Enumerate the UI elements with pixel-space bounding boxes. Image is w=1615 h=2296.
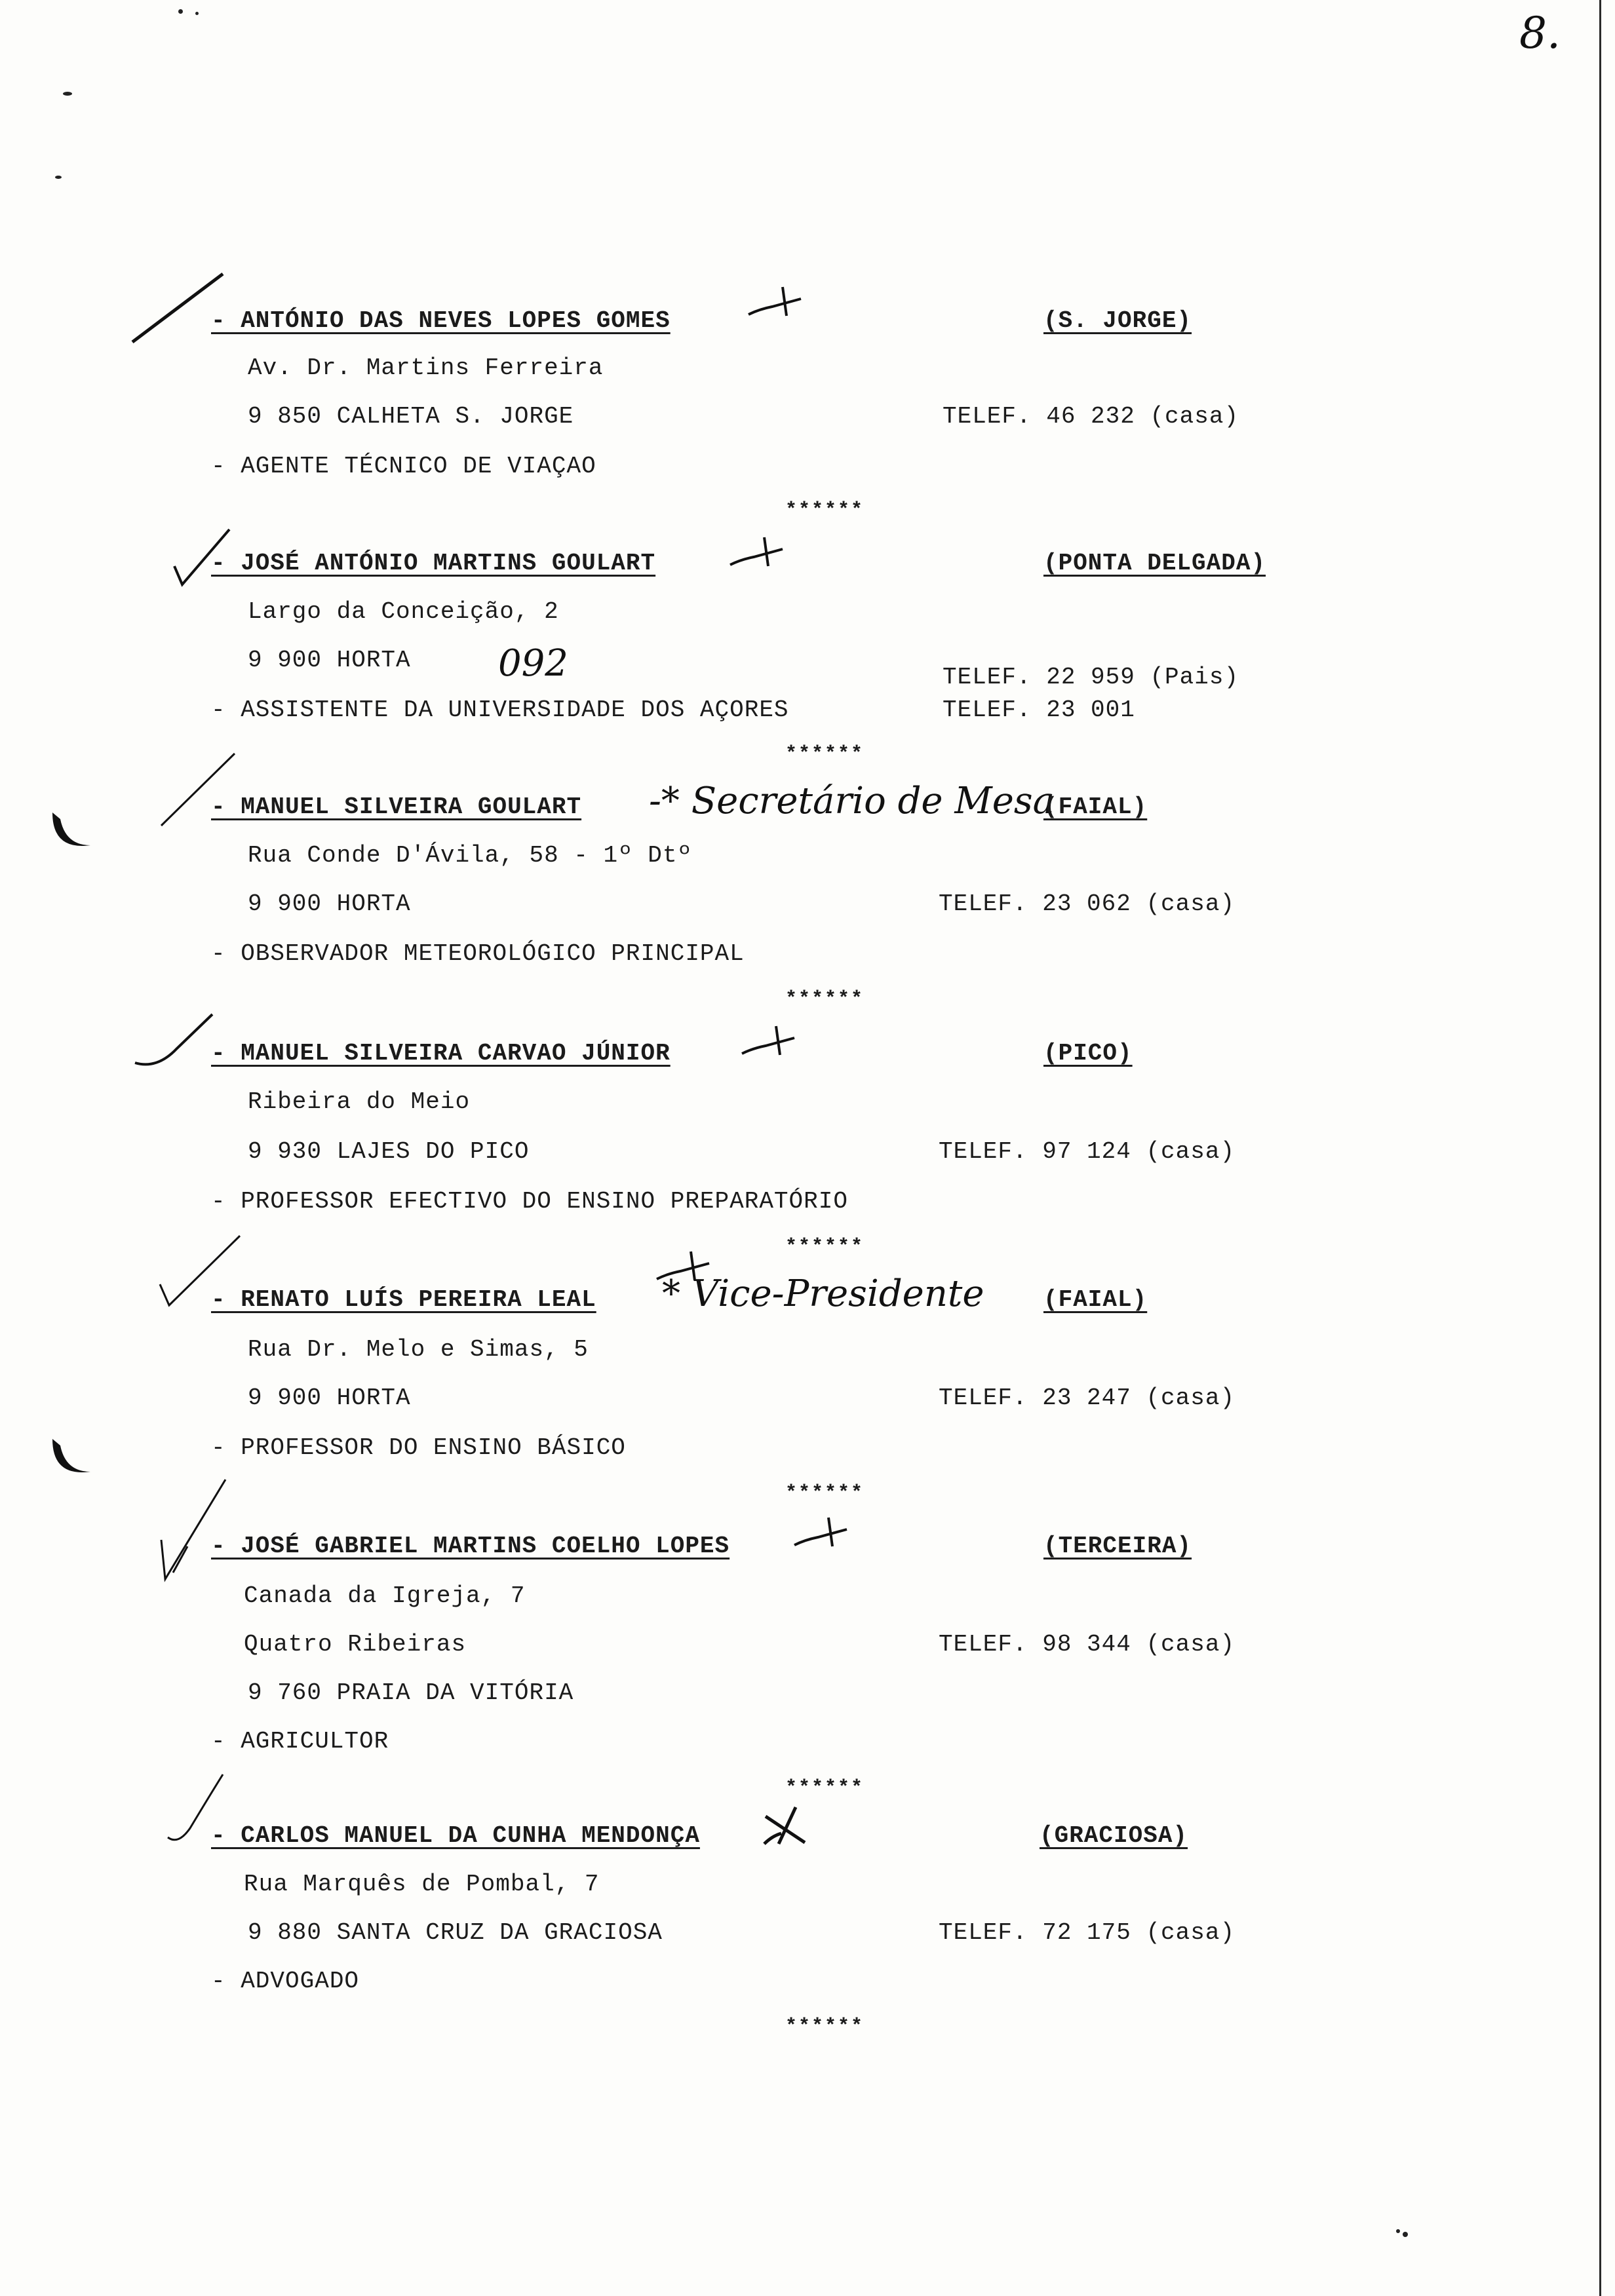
scan-speck (1396, 2229, 1400, 2233)
separator: ****** (785, 988, 865, 1010)
island-region: (GRACIOSA) (1040, 1822, 1188, 1849)
member-name: - ANTÓNIO DAS NEVES LOPES GOMES (211, 307, 671, 334)
separator: ****** (785, 743, 865, 765)
separator: ****** (785, 2016, 865, 2038)
phone: TELEF. 72 175 (casa) (939, 1919, 1236, 1946)
handwritten-note: -* Secretário de Mesa (649, 780, 1055, 822)
tick-cross-mark (792, 1514, 851, 1553)
profession: - OBSERVADOR METEOROLÓGICO PRINCIPAL (211, 940, 745, 967)
page-edge (1599, 0, 1601, 2296)
punch-hole-mark (39, 1426, 98, 1485)
scan-speck (178, 9, 183, 14)
member-name: - JOSÉ ANTÓNIO MARTINS GOULART (211, 550, 656, 577)
scan-speck (1403, 2232, 1408, 2237)
island-region: (TERCEIRA) (1043, 1533, 1192, 1559)
profession: - ADVOGADO (211, 1968, 360, 1995)
check-mark (131, 1009, 216, 1075)
address-line: 9 880 SANTA CRUZ DA GRACIOSA (248, 1919, 663, 1946)
separator: ****** (785, 499, 865, 522)
phone: TELEF. 22 959 (Pais) (943, 664, 1239, 691)
address-line: Ribeira do Meio (248, 1088, 471, 1115)
island-region: (PICO) (1043, 1040, 1133, 1067)
profession: - AGRICULTOR (211, 1728, 389, 1755)
punch-hole-mark (39, 799, 98, 858)
address-line: Canada da Igreja, 7 (244, 1582, 526, 1609)
tick-cross-mark (739, 1022, 798, 1062)
address-line: 9 900 HORTA (248, 1385, 411, 1411)
cross-mark (759, 1803, 811, 1849)
separator: ****** (785, 1777, 865, 1799)
phone: TELEF. 23 247 (casa) (939, 1385, 1236, 1411)
separator: ****** (785, 1482, 865, 1504)
member-name: - JOSÉ GABRIEL MARTINS COELHO LOPES (211, 1533, 730, 1559)
island-region: (S. JORGE) (1043, 307, 1192, 334)
member-name: - RENATO LUÍS PEREIRA LEAL (211, 1286, 596, 1313)
profession: - PROFESSOR DO ENSINO BÁSICO (211, 1434, 626, 1461)
phone: TELEF. 46 232 (casa) (943, 403, 1239, 430)
address-line: Quatro Ribeiras (244, 1631, 467, 1658)
address-line: 9 930 LAJES DO PICO (248, 1138, 530, 1165)
member-name: - MANUEL SILVEIRA CARVAO JÚNIOR (211, 1040, 671, 1067)
address-line: 9 850 CALHETA S. JORGE (248, 403, 574, 430)
profession: - AGENTE TÉCNICO DE VIAÇAO (211, 453, 596, 480)
profession: - PROFESSOR EFECTIVO DO ENSINO PREPARATÓRIO (211, 1188, 848, 1215)
address-line: Rua Dr. Melo e Simas, 5 (248, 1336, 589, 1363)
address-line: 9 760 PRAIA DA VITÓRIA (248, 1679, 574, 1706)
profession: - ASSISTENTE DA UNIVERSIDADE DOS AÇORES (211, 697, 789, 723)
check-mark (155, 1474, 233, 1586)
tick-cross-mark (746, 283, 805, 322)
address-line: Rua Marquês de Pombal, 7 (244, 1871, 600, 1898)
island-region: (FAIAL) (1043, 794, 1148, 820)
phone: TELEF. 23 062 (casa) (939, 890, 1236, 917)
island-region: (PONTA DELGADA) (1043, 550, 1266, 577)
phone: TELEF. 97 124 (casa) (939, 1138, 1236, 1165)
handwritten-note: * Vice-Presidente (662, 1272, 984, 1315)
address-line: 9 900 HORTA (248, 647, 411, 674)
handwritten-note: 092 (498, 642, 568, 685)
address-line: 9 900 HORTA (248, 890, 411, 917)
separator: ****** (785, 1236, 865, 1258)
member-name: - CARLOS MANUEL DA CUNHA MENDONÇA (211, 1822, 700, 1849)
page-number: 8. (1519, 8, 1561, 58)
address-line: Rua Conde D'Ávila, 58 - 1º Dtº (248, 842, 693, 869)
scan-speck (195, 12, 199, 15)
scan-speck (55, 176, 62, 179)
phone-secondary: TELEF. 23 001 (943, 697, 1135, 723)
address-line: Av. Dr. Martins Ferreira (248, 354, 604, 381)
tick-cross-mark (728, 533, 787, 573)
scan-speck (63, 92, 72, 96)
phone: TELEF. 98 344 (casa) (939, 1631, 1236, 1658)
island-region: (FAIAL) (1043, 1286, 1148, 1313)
address-line: Largo da Conceição, 2 (248, 598, 559, 625)
member-name: - MANUEL SILVEIRA GOULART (211, 794, 582, 820)
